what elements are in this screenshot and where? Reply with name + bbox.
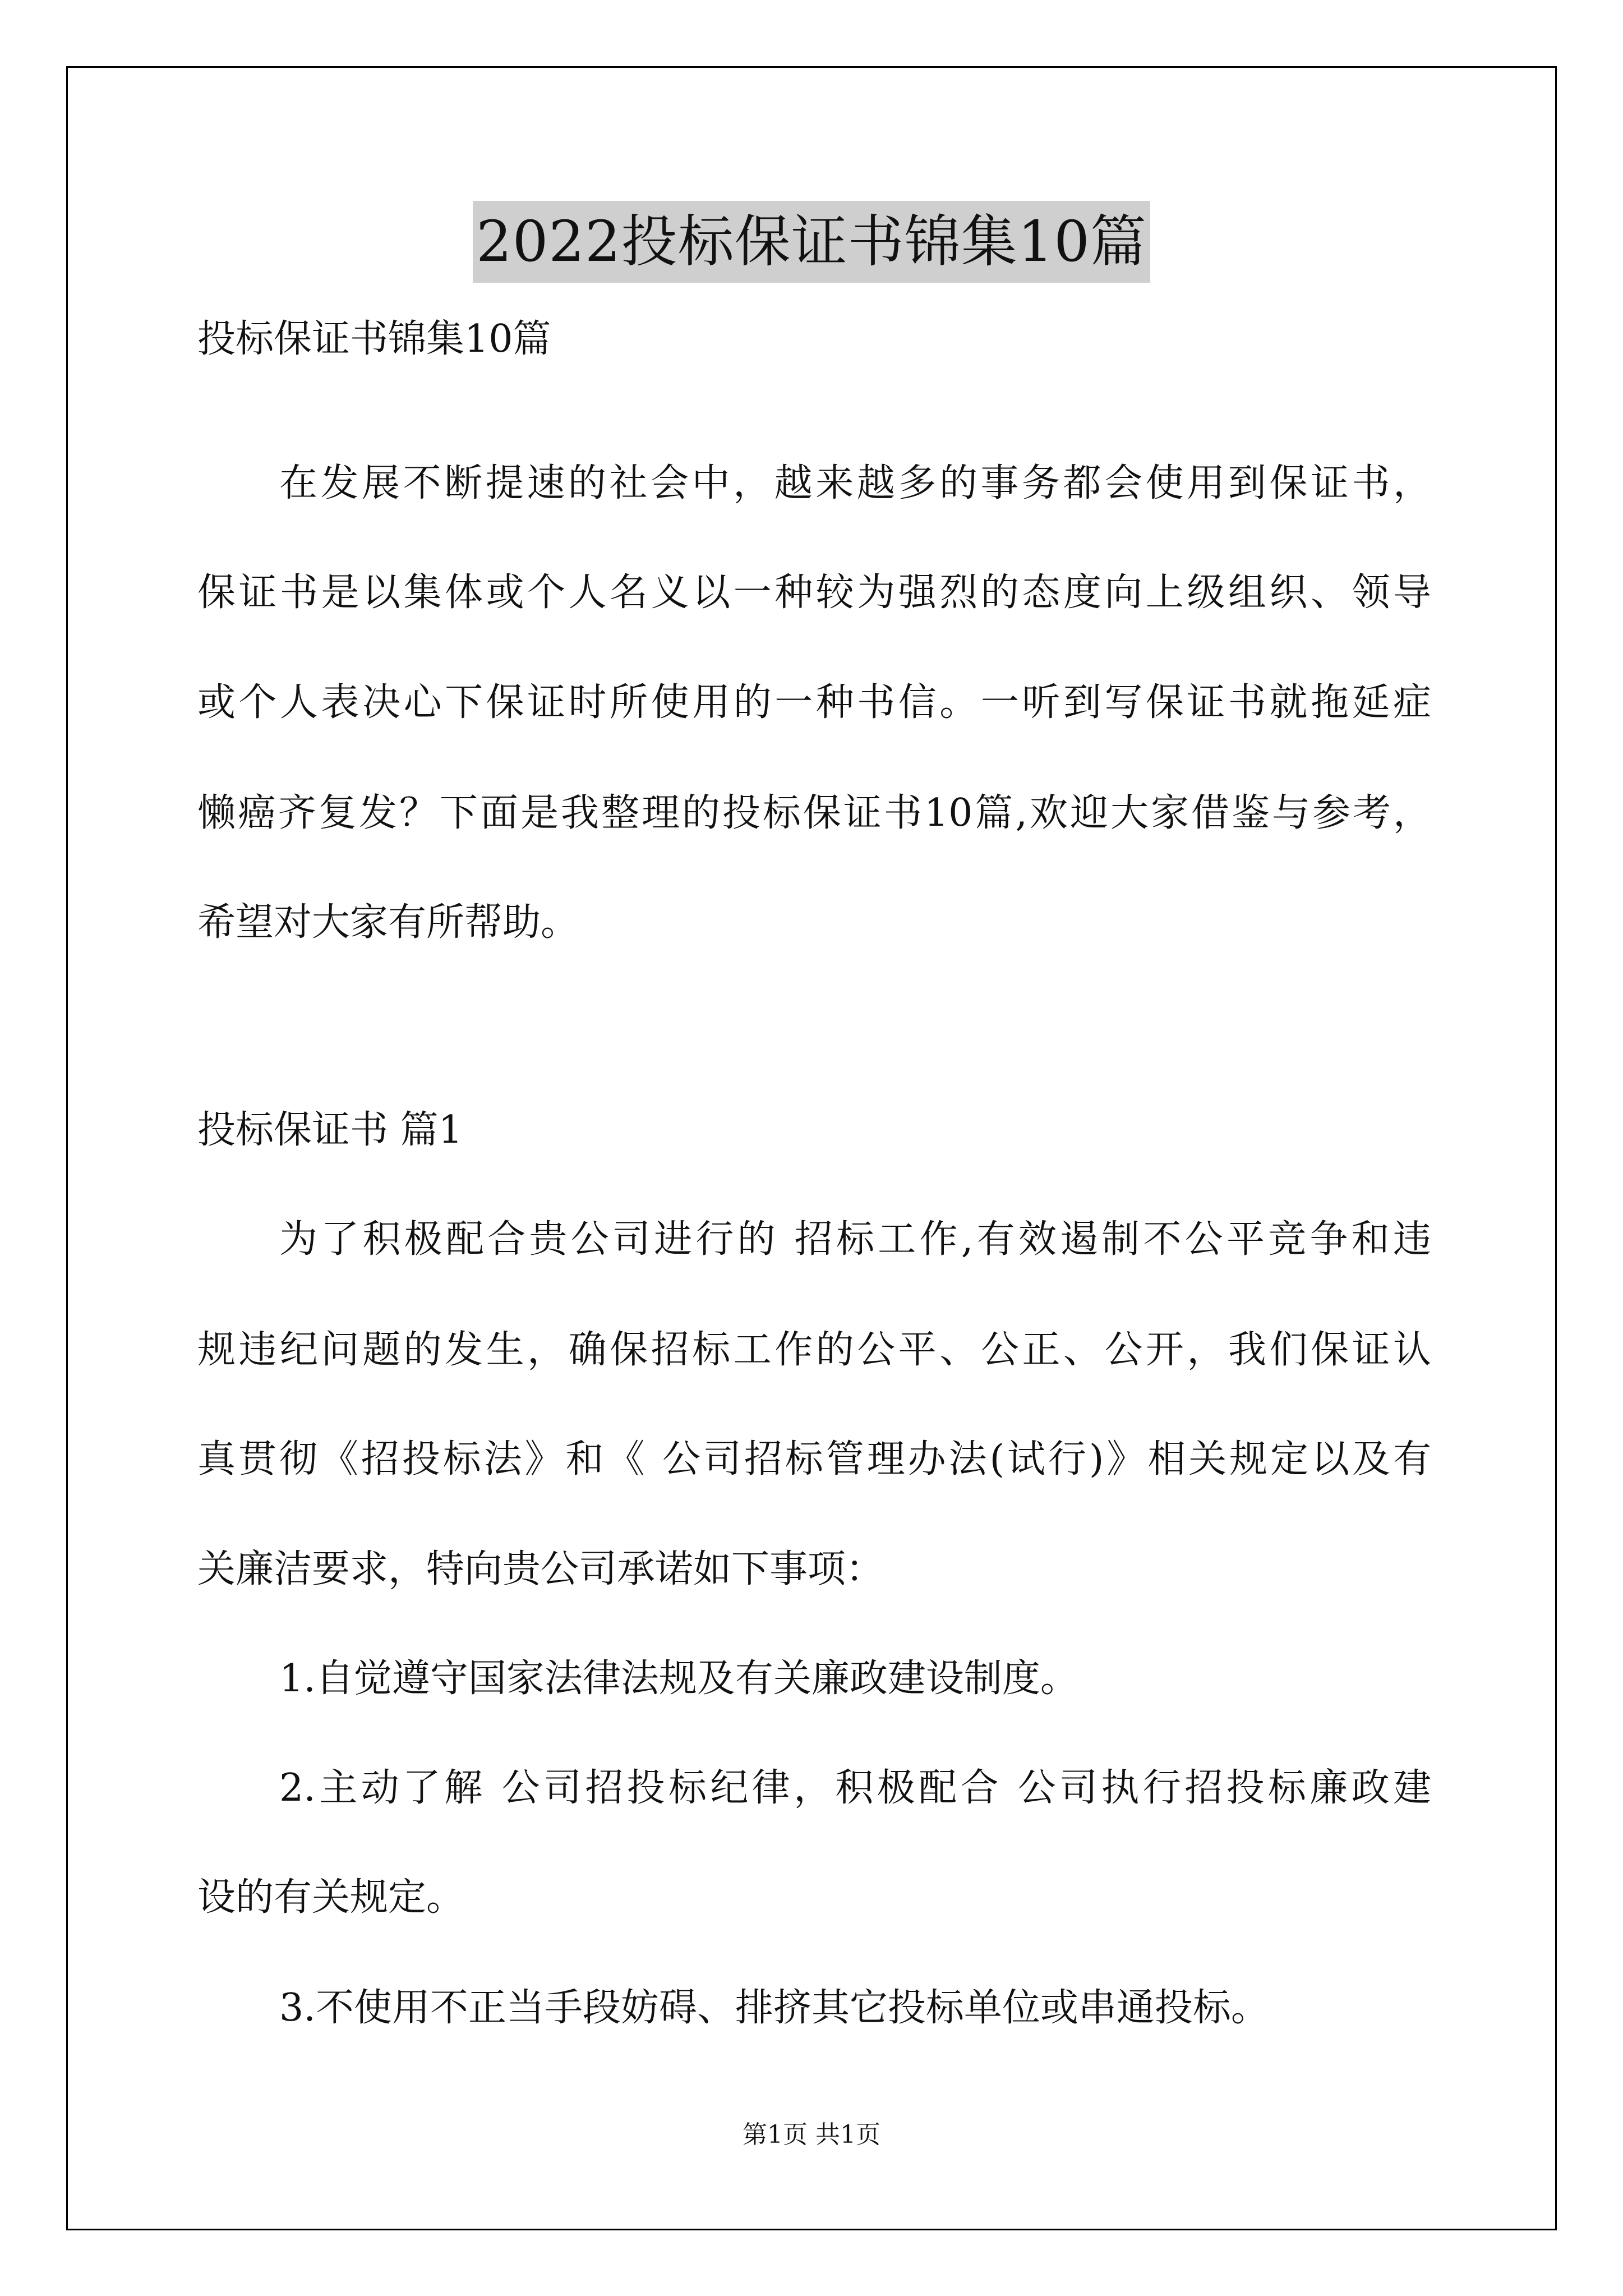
section-item-2-cont: 设的有关规定。 [197,1875,465,1920]
section-line-1: 为了积极配合贵公司进行的 招标工作,有效遏制不公平竞争和违 [279,1217,1431,1262]
page-footer: 第1页 共1页 [743,2120,880,2149]
document-title: 2022投标保证书锦集10篇 [473,201,1150,283]
section-item-2: 2.主动了解 公司招投标纪律，积极配合 公司执行招投标廉政建 [279,1766,1431,1810]
intro-line-2: 保证书是以集体或个人名义以一种较为强烈的态度向上级组织、领导 [197,570,1431,615]
section-line-2: 规违纪问题的发生，确保招标工作的公平、公正、公开，我们保证认 [197,1328,1431,1372]
section-line-4: 关廉洁要求，特向贵公司承诺如下事项： [197,1547,884,1591]
section-heading: 投标保证书 篇1 [197,1108,463,1152]
intro-line-5: 希望对大家有所帮助。 [197,900,579,945]
title-wrap [0,201,1623,283]
section-item-3: 3.不使用不正当手段妨碍、排挤其它投标单位或串通投标。 [279,1986,1269,2030]
section-line-3: 真贯彻《招投标法》和《 公司招标管理办法(试行)》相关规定以及有 [197,1437,1431,1481]
section-item-1: 1.自觉遵守国家法律法规及有关廉政建设制度。 [279,1657,1078,1701]
intro-line-4: 懒癌齐复发？下面是我整理的投标保证书10篇,欢迎大家借鉴与参考， [197,791,1431,835]
intro-line-3: 或个人表决心下保证时所使用的一种书信。一听到写保证书就拖延症 [197,680,1431,725]
subtitle: 投标保证书锦集10篇 [197,317,551,361]
intro-line-1: 在发展不断提速的社会中，越来越多的事务都会使用到保证书， [279,461,1431,505]
